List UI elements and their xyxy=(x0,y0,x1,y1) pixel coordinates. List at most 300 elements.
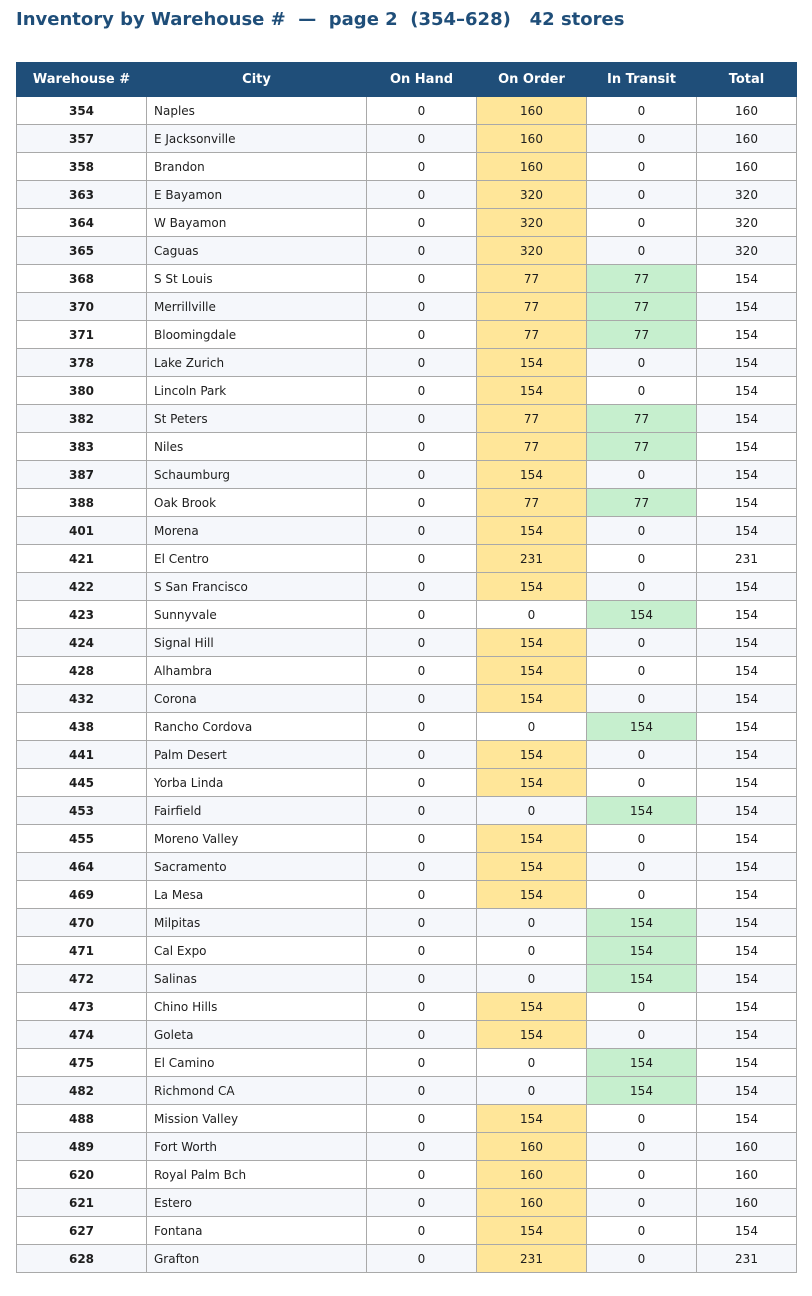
in-transit-cell: 0 xyxy=(587,1161,697,1189)
on-order-cell: 231 xyxy=(477,1245,587,1273)
on-order-cell: 77 xyxy=(477,433,587,461)
on-hand-cell: 0 xyxy=(367,825,477,853)
in-transit-cell: 0 xyxy=(587,1105,697,1133)
in-transit-cell: 0 xyxy=(587,181,697,209)
warehouse-cell: 380 xyxy=(17,377,147,405)
warehouse-cell: 358 xyxy=(17,153,147,181)
warehouse-cell: 470 xyxy=(17,909,147,937)
city-cell: Signal Hill xyxy=(147,629,367,657)
on-order-cell: 160 xyxy=(477,125,587,153)
city-cell: Morena xyxy=(147,517,367,545)
total-cell: 154 xyxy=(697,405,797,433)
table-row[interactable] xyxy=(17,965,797,993)
warehouse-cell: 365 xyxy=(17,237,147,265)
total-cell: 154 xyxy=(697,909,797,937)
total-cell: 154 xyxy=(697,797,797,825)
city-cell: La Mesa xyxy=(147,881,367,909)
warehouse-cell: 424 xyxy=(17,629,147,657)
in-transit-cell: 0 xyxy=(587,573,697,601)
on-order-cell: 154 xyxy=(477,349,587,377)
in-transit-cell: 154 xyxy=(587,937,697,965)
city-cell: Caguas xyxy=(147,237,367,265)
column-header-on-order[interactable]: On Order xyxy=(477,63,587,97)
city-cell: Salinas xyxy=(147,965,367,993)
table-row[interactable] xyxy=(17,97,797,125)
on-order-cell: 0 xyxy=(477,1077,587,1105)
on-hand-cell: 0 xyxy=(367,657,477,685)
on-order-cell: 154 xyxy=(477,461,587,489)
table-row[interactable] xyxy=(17,545,797,573)
in-transit-cell: 154 xyxy=(587,1077,697,1105)
table-row[interactable] xyxy=(17,1161,797,1189)
total-cell: 320 xyxy=(697,181,797,209)
city-cell: Sunnyvale xyxy=(147,601,367,629)
city-cell: E Jacksonville xyxy=(147,125,367,153)
warehouse-cell: 370 xyxy=(17,293,147,321)
table-row[interactable] xyxy=(17,909,797,937)
in-transit-cell: 0 xyxy=(587,1217,697,1245)
table-row[interactable] xyxy=(17,685,797,713)
in-transit-cell: 77 xyxy=(587,489,697,517)
in-transit-cell: 154 xyxy=(587,713,697,741)
table-row[interactable] xyxy=(17,321,797,349)
total-cell: 154 xyxy=(697,461,797,489)
city-cell: S San Francisco xyxy=(147,573,367,601)
on-order-cell: 160 xyxy=(477,153,587,181)
on-hand-cell: 0 xyxy=(367,545,477,573)
on-hand-cell: 0 xyxy=(367,601,477,629)
warehouse-cell: 388 xyxy=(17,489,147,517)
table-row[interactable] xyxy=(17,1077,797,1105)
table-row[interactable] xyxy=(17,377,797,405)
header-row xyxy=(17,63,797,97)
on-order-cell: 160 xyxy=(477,97,587,125)
in-transit-cell: 154 xyxy=(587,797,697,825)
on-hand-cell: 0 xyxy=(367,713,477,741)
city-cell: Fort Worth xyxy=(147,1133,367,1161)
city-cell: El Camino xyxy=(147,1049,367,1077)
on-order-cell: 320 xyxy=(477,209,587,237)
total-cell: 160 xyxy=(697,125,797,153)
on-hand-cell: 0 xyxy=(367,97,477,125)
total-cell: 154 xyxy=(697,293,797,321)
on-order-cell: 154 xyxy=(477,825,587,853)
on-hand-cell: 0 xyxy=(367,1021,477,1049)
on-order-cell: 154 xyxy=(477,657,587,685)
city-cell: Bloomingdale xyxy=(147,321,367,349)
city-cell: S St Louis xyxy=(147,265,367,293)
table-row[interactable] xyxy=(17,209,797,237)
on-hand-cell: 0 xyxy=(367,993,477,1021)
total-cell: 154 xyxy=(697,433,797,461)
on-order-cell: 0 xyxy=(477,1049,587,1077)
warehouse-cell: 455 xyxy=(17,825,147,853)
on-order-cell: 154 xyxy=(477,769,587,797)
page-title: Inventory by Warehouse # — page 2 (354–628) 42 stores xyxy=(16,9,625,30)
on-order-cell: 154 xyxy=(477,993,587,1021)
in-transit-cell: 0 xyxy=(587,853,697,881)
table-row[interactable] xyxy=(17,237,797,265)
on-order-cell: 77 xyxy=(477,405,587,433)
total-cell: 160 xyxy=(697,153,797,181)
total-cell: 154 xyxy=(697,769,797,797)
on-order-cell: 0 xyxy=(477,601,587,629)
total-cell: 154 xyxy=(697,1049,797,1077)
on-hand-cell: 0 xyxy=(367,517,477,545)
on-hand-cell: 0 xyxy=(367,321,477,349)
table-row[interactable] xyxy=(17,853,797,881)
city-cell: Alhambra xyxy=(147,657,367,685)
city-cell: Royal Palm Bch xyxy=(147,1161,367,1189)
total-cell: 320 xyxy=(697,209,797,237)
in-transit-cell: 77 xyxy=(587,265,697,293)
on-hand-cell: 0 xyxy=(367,769,477,797)
table-row[interactable] xyxy=(17,797,797,825)
in-transit-cell: 0 xyxy=(587,209,697,237)
city-cell: Merrillville xyxy=(147,293,367,321)
city-cell: Moreno Valley xyxy=(147,825,367,853)
total-cell: 154 xyxy=(697,853,797,881)
warehouse-cell: 363 xyxy=(17,181,147,209)
in-transit-cell: 77 xyxy=(587,433,697,461)
on-hand-cell: 0 xyxy=(367,461,477,489)
warehouse-cell: 627 xyxy=(17,1217,147,1245)
total-cell: 231 xyxy=(697,545,797,573)
on-order-cell: 154 xyxy=(477,629,587,657)
city-cell: Mission Valley xyxy=(147,1105,367,1133)
total-cell: 154 xyxy=(697,377,797,405)
warehouse-cell: 469 xyxy=(17,881,147,909)
total-cell: 154 xyxy=(697,489,797,517)
table-body xyxy=(17,97,797,1273)
warehouse-cell: 628 xyxy=(17,1245,147,1273)
table-row[interactable] xyxy=(17,489,797,517)
total-cell: 154 xyxy=(697,1021,797,1049)
column-header-in-transit[interactable]: In Transit xyxy=(587,63,697,97)
on-hand-cell: 0 xyxy=(367,881,477,909)
city-cell: Fairfield xyxy=(147,797,367,825)
on-hand-cell: 0 xyxy=(367,1049,477,1077)
city-cell: Goleta xyxy=(147,1021,367,1049)
on-order-cell: 77 xyxy=(477,321,587,349)
table-row[interactable] xyxy=(17,713,797,741)
warehouse-cell: 438 xyxy=(17,713,147,741)
total-cell: 154 xyxy=(697,349,797,377)
city-cell: Niles xyxy=(147,433,367,461)
in-transit-cell: 0 xyxy=(587,517,697,545)
table-row[interactable] xyxy=(17,349,797,377)
table-row[interactable] xyxy=(17,1245,797,1273)
warehouse-cell: 453 xyxy=(17,797,147,825)
city-cell: Estero xyxy=(147,1189,367,1217)
total-cell: 154 xyxy=(697,573,797,601)
city-cell: Oak Brook xyxy=(147,489,367,517)
table-row[interactable] xyxy=(17,1217,797,1245)
warehouse-cell: 421 xyxy=(17,545,147,573)
warehouse-cell: 354 xyxy=(17,97,147,125)
warehouse-cell: 441 xyxy=(17,741,147,769)
on-order-cell: 0 xyxy=(477,713,587,741)
in-transit-cell: 0 xyxy=(587,741,697,769)
total-cell: 160 xyxy=(697,97,797,125)
in-transit-cell: 154 xyxy=(587,909,697,937)
in-transit-cell: 0 xyxy=(587,825,697,853)
total-cell: 154 xyxy=(697,685,797,713)
column-header-warehouse[interactable]: Warehouse # xyxy=(17,63,147,97)
total-cell: 154 xyxy=(697,937,797,965)
city-cell: Palm Desert xyxy=(147,741,367,769)
on-hand-cell: 0 xyxy=(367,1245,477,1273)
in-transit-cell: 0 xyxy=(587,1245,697,1273)
in-transit-cell: 77 xyxy=(587,405,697,433)
warehouse-cell: 474 xyxy=(17,1021,147,1049)
warehouse-cell: 473 xyxy=(17,993,147,1021)
in-transit-cell: 0 xyxy=(587,629,697,657)
table-row[interactable] xyxy=(17,629,797,657)
table-row[interactable] xyxy=(17,1105,797,1133)
in-transit-cell: 0 xyxy=(587,657,697,685)
total-cell: 154 xyxy=(697,741,797,769)
total-cell: 154 xyxy=(697,965,797,993)
on-order-cell: 154 xyxy=(477,377,587,405)
table-row[interactable] xyxy=(17,1189,797,1217)
in-transit-cell: 154 xyxy=(587,1049,697,1077)
table-row[interactable] xyxy=(17,881,797,909)
on-order-cell: 0 xyxy=(477,965,587,993)
warehouse-cell: 620 xyxy=(17,1161,147,1189)
table-row[interactable] xyxy=(17,825,797,853)
on-hand-cell: 0 xyxy=(367,741,477,769)
on-hand-cell: 0 xyxy=(367,573,477,601)
total-cell: 231 xyxy=(697,1245,797,1273)
city-cell: Milpitas xyxy=(147,909,367,937)
column-header-on-hand[interactable]: On Hand xyxy=(367,63,477,97)
on-order-cell: 320 xyxy=(477,237,587,265)
warehouse-cell: 364 xyxy=(17,209,147,237)
on-order-cell: 154 xyxy=(477,685,587,713)
city-cell: Lincoln Park xyxy=(147,377,367,405)
on-hand-cell: 0 xyxy=(367,1217,477,1245)
table-row[interactable] xyxy=(17,181,797,209)
on-hand-cell: 0 xyxy=(367,265,477,293)
warehouse-cell: 475 xyxy=(17,1049,147,1077)
on-order-cell: 231 xyxy=(477,545,587,573)
on-hand-cell: 0 xyxy=(367,293,477,321)
on-hand-cell: 0 xyxy=(367,125,477,153)
total-cell: 154 xyxy=(697,601,797,629)
on-hand-cell: 0 xyxy=(367,909,477,937)
on-hand-cell: 0 xyxy=(367,405,477,433)
table-row[interactable] xyxy=(17,1049,797,1077)
on-hand-cell: 0 xyxy=(367,433,477,461)
total-cell: 154 xyxy=(697,825,797,853)
total-cell: 154 xyxy=(697,517,797,545)
on-order-cell: 154 xyxy=(477,741,587,769)
in-transit-cell: 0 xyxy=(587,461,697,489)
warehouse-cell: 378 xyxy=(17,349,147,377)
table-row[interactable] xyxy=(17,517,797,545)
table-row[interactable] xyxy=(17,265,797,293)
warehouse-cell: 382 xyxy=(17,405,147,433)
city-cell: Cal Expo xyxy=(147,937,367,965)
on-hand-cell: 0 xyxy=(367,349,477,377)
column-header-total[interactable]: Total xyxy=(697,63,797,97)
warehouse-cell: 383 xyxy=(17,433,147,461)
warehouse-cell: 428 xyxy=(17,657,147,685)
on-order-cell: 77 xyxy=(477,489,587,517)
city-cell: Rancho Cordova xyxy=(147,713,367,741)
on-order-cell: 0 xyxy=(477,797,587,825)
table-row[interactable] xyxy=(17,293,797,321)
table-row[interactable] xyxy=(17,657,797,685)
on-hand-cell: 0 xyxy=(367,1077,477,1105)
on-order-cell: 320 xyxy=(477,181,587,209)
on-hand-cell: 0 xyxy=(367,1133,477,1161)
warehouse-cell: 423 xyxy=(17,601,147,629)
table-header xyxy=(17,63,797,97)
city-cell: Grafton xyxy=(147,1245,367,1273)
total-cell: 160 xyxy=(697,1161,797,1189)
warehouse-cell: 445 xyxy=(17,769,147,797)
table-row[interactable] xyxy=(17,741,797,769)
city-cell: Corona xyxy=(147,685,367,713)
in-transit-cell: 154 xyxy=(587,601,697,629)
table-row[interactable] xyxy=(17,405,797,433)
in-transit-cell: 0 xyxy=(587,1021,697,1049)
on-hand-cell: 0 xyxy=(367,685,477,713)
total-cell: 320 xyxy=(697,237,797,265)
city-cell: W Bayamon xyxy=(147,209,367,237)
warehouse-cell: 422 xyxy=(17,573,147,601)
table-row[interactable] xyxy=(17,433,797,461)
on-hand-cell: 0 xyxy=(367,237,477,265)
on-hand-cell: 0 xyxy=(367,1161,477,1189)
total-cell: 154 xyxy=(697,629,797,657)
total-cell: 154 xyxy=(697,881,797,909)
on-order-cell: 160 xyxy=(477,1189,587,1217)
city-cell: Brandon xyxy=(147,153,367,181)
in-transit-cell: 0 xyxy=(587,125,697,153)
total-cell: 154 xyxy=(697,265,797,293)
on-order-cell: 154 xyxy=(477,1105,587,1133)
on-hand-cell: 0 xyxy=(367,489,477,517)
table-row[interactable] xyxy=(17,601,797,629)
on-order-cell: 154 xyxy=(477,573,587,601)
in-transit-cell: 0 xyxy=(587,769,697,797)
total-cell: 154 xyxy=(697,993,797,1021)
table-row[interactable] xyxy=(17,993,797,1021)
warehouse-cell: 464 xyxy=(17,853,147,881)
in-transit-cell: 0 xyxy=(587,545,697,573)
on-hand-cell: 0 xyxy=(367,797,477,825)
city-cell: Lake Zurich xyxy=(147,349,367,377)
city-cell: Fontana xyxy=(147,1217,367,1245)
warehouse-cell: 357 xyxy=(17,125,147,153)
total-cell: 160 xyxy=(697,1189,797,1217)
on-hand-cell: 0 xyxy=(367,153,477,181)
on-order-cell: 160 xyxy=(477,1133,587,1161)
column-header-city[interactable]: City xyxy=(147,63,367,97)
city-cell: Sacramento xyxy=(147,853,367,881)
in-transit-cell: 154 xyxy=(587,965,697,993)
on-order-cell: 154 xyxy=(477,1021,587,1049)
warehouse-cell: 401 xyxy=(17,517,147,545)
on-hand-cell: 0 xyxy=(367,1105,477,1133)
city-cell: St Peters xyxy=(147,405,367,433)
table-row[interactable] xyxy=(17,937,797,965)
on-order-cell: 160 xyxy=(477,1161,587,1189)
on-hand-cell: 0 xyxy=(367,209,477,237)
on-hand-cell: 0 xyxy=(367,937,477,965)
table-row[interactable] xyxy=(17,153,797,181)
city-cell: Chino Hills xyxy=(147,993,367,1021)
table-row[interactable] xyxy=(17,1021,797,1049)
in-transit-cell: 0 xyxy=(587,97,697,125)
warehouse-cell: 368 xyxy=(17,265,147,293)
warehouse-cell: 371 xyxy=(17,321,147,349)
in-transit-cell: 0 xyxy=(587,1189,697,1217)
city-cell: Naples xyxy=(147,97,367,125)
in-transit-cell: 77 xyxy=(587,321,697,349)
warehouse-cell: 488 xyxy=(17,1105,147,1133)
table-row[interactable] xyxy=(17,461,797,489)
table-row[interactable] xyxy=(17,1133,797,1161)
on-hand-cell: 0 xyxy=(367,1189,477,1217)
in-transit-cell: 0 xyxy=(587,1133,697,1161)
in-transit-cell: 0 xyxy=(587,153,697,181)
total-cell: 154 xyxy=(697,1105,797,1133)
city-cell: Yorba Linda xyxy=(147,769,367,797)
on-order-cell: 77 xyxy=(477,293,587,321)
on-order-cell: 154 xyxy=(477,881,587,909)
city-cell: E Bayamon xyxy=(147,181,367,209)
on-order-cell: 154 xyxy=(477,853,587,881)
in-transit-cell: 77 xyxy=(587,293,697,321)
table-row[interactable] xyxy=(17,769,797,797)
in-transit-cell: 0 xyxy=(587,349,697,377)
on-order-cell: 0 xyxy=(477,937,587,965)
on-hand-cell: 0 xyxy=(367,181,477,209)
warehouse-cell: 482 xyxy=(17,1077,147,1105)
warehouse-cell: 621 xyxy=(17,1189,147,1217)
in-transit-cell: 0 xyxy=(587,881,697,909)
in-transit-cell: 0 xyxy=(587,993,697,1021)
table-row[interactable] xyxy=(17,573,797,601)
total-cell: 154 xyxy=(697,657,797,685)
on-hand-cell: 0 xyxy=(367,965,477,993)
in-transit-cell: 0 xyxy=(587,377,697,405)
warehouse-cell: 387 xyxy=(17,461,147,489)
on-hand-cell: 0 xyxy=(367,853,477,881)
inventory-table xyxy=(16,62,797,1273)
on-order-cell: 77 xyxy=(477,265,587,293)
warehouse-cell: 472 xyxy=(17,965,147,993)
total-cell: 154 xyxy=(697,1077,797,1105)
warehouse-cell: 432 xyxy=(17,685,147,713)
total-cell: 154 xyxy=(697,321,797,349)
on-hand-cell: 0 xyxy=(367,377,477,405)
on-order-cell: 154 xyxy=(477,1217,587,1245)
city-cell: Schaumburg xyxy=(147,461,367,489)
warehouse-cell: 471 xyxy=(17,937,147,965)
city-cell: Richmond CA xyxy=(147,1077,367,1105)
on-hand-cell: 0 xyxy=(367,629,477,657)
in-transit-cell: 0 xyxy=(587,237,697,265)
total-cell: 154 xyxy=(697,713,797,741)
in-transit-cell: 0 xyxy=(587,685,697,713)
on-order-cell: 0 xyxy=(477,909,587,937)
table-row[interactable] xyxy=(17,125,797,153)
